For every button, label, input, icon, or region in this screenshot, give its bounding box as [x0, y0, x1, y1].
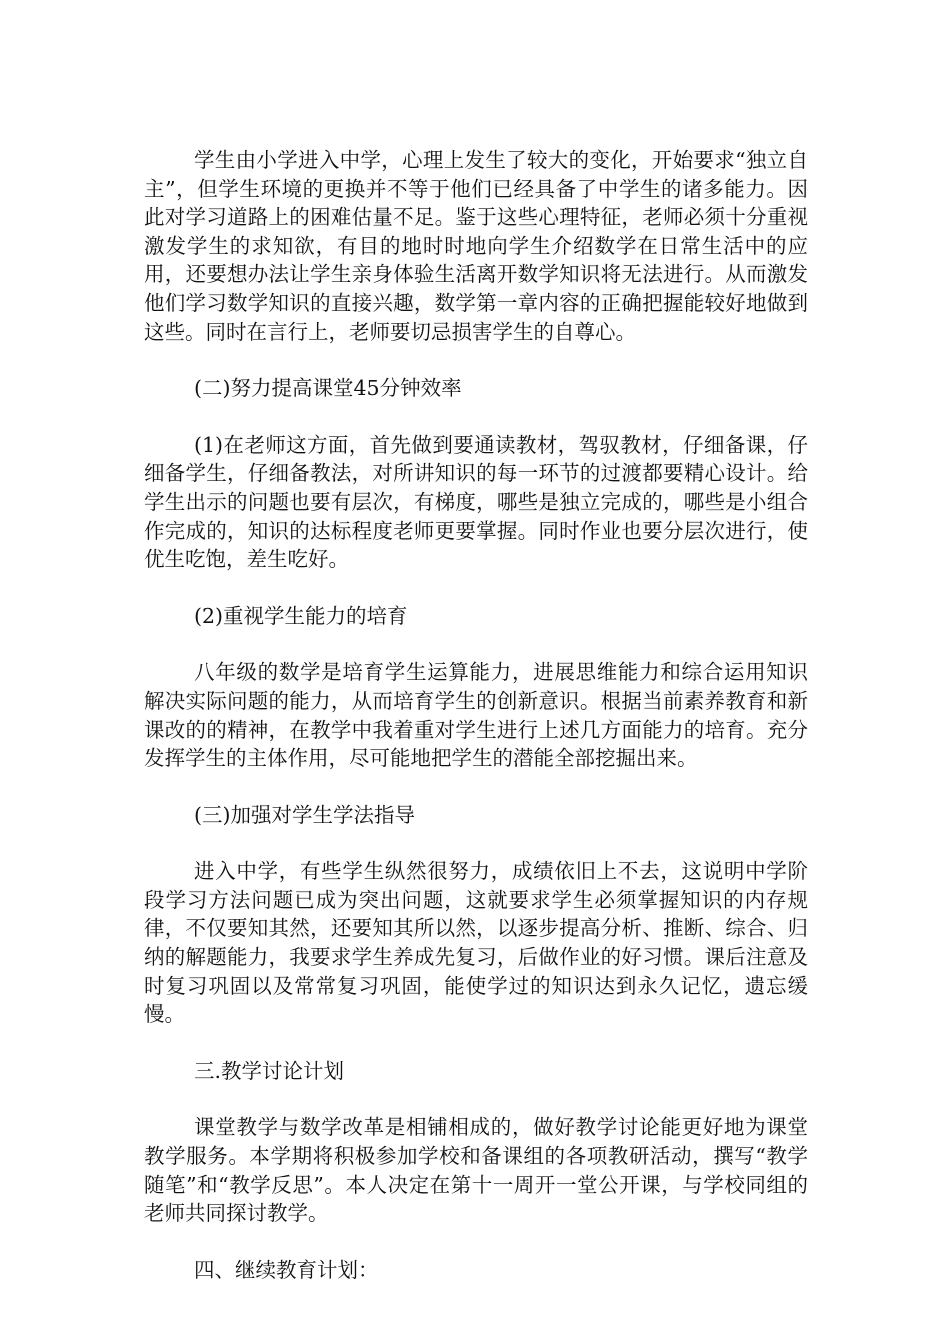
paragraph-teacher-preparation: (1)在老师这方面，首先做到要通读教材，驾驭教材，仔细备课，仔细备学生，仔细备教法，对所讲知识的每一环节的过渡都要精心设计。给学生出示的问题也要有层次，有梯度，哪些是独立完成的，哪些是小组合作完成的，知识的达标程度老师更要掌握。同时作业也要分层次进行，使优生吃饱，差生吃好。 [144, 432, 808, 572]
paragraph-teaching-research: 课堂教学与数学改革是相铺相成的，做好教学讨论能更好地为课堂教学服务。本学期将积极参加学校和备课组的各项教研活动，撰写“教学随笔”和“教学反思”。本人决定在第十一周开一堂公开课，与学校同组的老师共同探讨教学。 [144, 1115, 808, 1226]
heading-study-method-guidance: (三)加强对学生学法指导 [194, 802, 415, 827]
heading-continuing-education: 四、继续教育计划： [194, 1257, 379, 1282]
paragraph-student-psychology: 学生由小学进入中学，心理上发生了较大的变化，开始要求“独立自主”，但学生环境的更换并不等于他们已经具备了中学生的诸多能力。因此对学习道路上的困难估量不足。鉴于这些心理特征，老师必须十分重视激发学生的求知欲，有目的地时时地向学生介绍数学在日常生活中的应用，还要想办法让学生亲身体验生活离开数学知识将无法进行。从而激发他们学习数学知识的直接兴趣，数学第一章内容的正确把握能较好地做到这些。同时在言行上，老师要切忌损害学生的自尊心。 [144, 148, 808, 344]
heading-classroom-efficiency: (二)努力提高课堂45分钟效率 [194, 376, 462, 401]
document-page [144, 146, 808, 1312]
paragraph-grade-eight-math: 八年级的数学是培育学生运算能力，进展思维能力和综合运用知识解决实际问题的能力，从而培育学生的创新意识。根据当前素养教育和新课改的的精神，在教学中我着重对学生进行上述几方面能力的培育。充分发挥学生的主体作用，尽可能地把学生的潜能全部挖掘出来。 [144, 660, 808, 771]
heading-ability-cultivation: (2)重视学生能力的培育 [194, 603, 408, 628]
paragraph-study-methods: 进入中学，有些学生纵然很努力，成绩依旧上不去，这说明中学阶段学习方法问题已成为突出问题，这就要求学生必须掌握知识的内存规律，不仅要知其然，还要知其所以然，以逐步提高分析、推断、综合、归纳的解题能力，我要求学生养成先复习，后做作业的好习惯。课后注意及时复习巩固以及常常复习巩固，能使学过的知识达到永久记忆，遗忘缓慢。 [144, 859, 808, 1027]
heading-teaching-research-plan: 三.教学讨论计划 [194, 1058, 345, 1083]
